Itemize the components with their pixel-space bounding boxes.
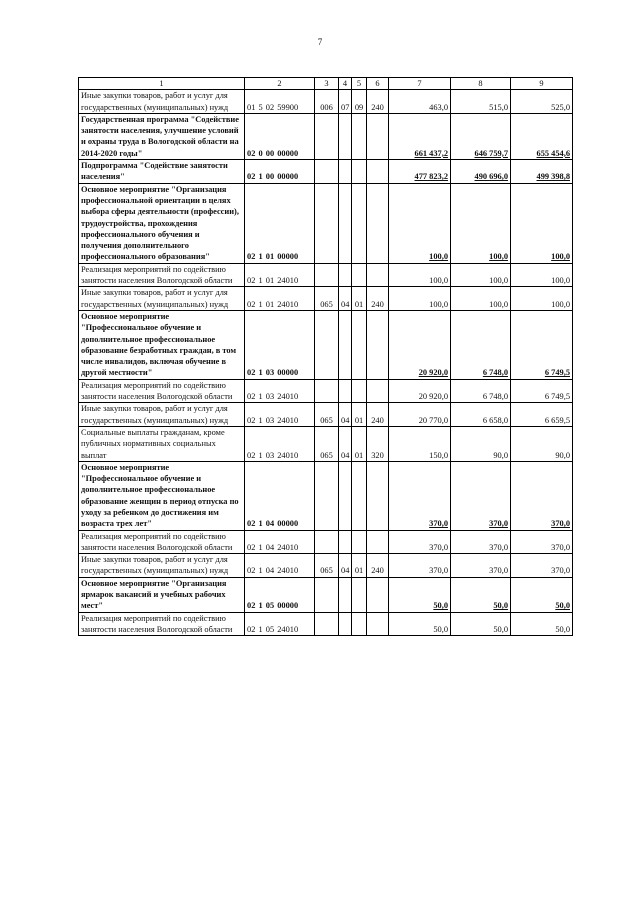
section-cell [339,612,352,636]
expense-type-cell [367,113,389,159]
table-row [79,160,573,184]
amount-col9-cell: 50,0 [511,612,573,636]
target-article-cell: 02 1 00 00000 [245,160,315,184]
section-cell: 04 [339,287,352,311]
amount-col9-cell: 370,0 [511,461,573,530]
amount-col7-cell: 20 920,0 [389,310,451,379]
expense-type-cell: 240 [367,90,389,114]
header-cell: 9 [511,78,573,90]
expense-type-cell: 240 [367,287,389,311]
ministry-code-cell [315,113,339,159]
amount-col9-cell: 525,0 [511,90,573,114]
amount-col8-cell: 6 748,0 [451,310,511,379]
target-article-cell: 02 1 01 24010 [245,263,315,287]
subsection-cell: 01 [352,403,367,427]
subsection-cell: 09 [352,90,367,114]
name-cell: Реализация мероприятий по содействию занятости населения Вологодской области [79,263,245,287]
target-article-cell: 02 0 00 00000 [245,113,315,159]
amount-col9-cell: 6 749,5 [511,379,573,403]
target-article-cell: 02 1 03 00000 [245,310,315,379]
table-row [79,403,573,427]
name-cell: Основное мероприятие "Организация профессиональной ориентации в целях выбора сферы деятельности (профессии), трудоустройства, прохождения профессионального обучения и получения дополнительного профессионального образования" [79,183,245,263]
ministry-code-cell [315,310,339,379]
expense-type-cell [367,183,389,263]
table-row [79,263,573,287]
expense-type-cell [367,310,389,379]
target-article-cell: 02 1 03 24010 [245,426,315,461]
amount-col7-cell: 661 437,2 [389,113,451,159]
subsection-cell [352,113,367,159]
amount-col9-cell: 370,0 [511,554,573,578]
name-cell: Основное мероприятие "Организация ярмарок вакансий и учебных рабочих мест" [79,577,245,612]
expense-type-cell: 240 [367,403,389,427]
header-cell: 7 [389,78,451,90]
header-cell: 1 [79,78,245,90]
target-article-cell: 02 1 04 00000 [245,461,315,530]
table-row [79,287,573,311]
subsection-cell: 01 [352,287,367,311]
amount-col7-cell: 463,0 [389,90,451,114]
table-body [79,90,573,636]
section-cell [339,160,352,184]
section-cell [339,183,352,263]
amount-col8-cell: 100,0 [451,287,511,311]
subsection-cell [352,160,367,184]
amount-col7-cell: 477 823,2 [389,160,451,184]
table-row [79,554,573,578]
subsection-cell [352,379,367,403]
amount-col8-cell: 90,0 [451,426,511,461]
subsection-cell: 01 [352,426,367,461]
section-cell [339,379,352,403]
target-article-cell: 02 1 04 24010 [245,530,315,554]
table-row [79,90,573,114]
ministry-code-cell: 065 [315,403,339,427]
amount-col7-cell: 100,0 [389,263,451,287]
table-row [79,577,573,612]
subsection-cell: 01 [352,554,367,578]
amount-col7-cell: 150,0 [389,426,451,461]
amount-col8-cell: 100,0 [451,263,511,287]
section-cell [339,577,352,612]
name-cell: Социальные выплаты гражданам, кроме публичных нормативных социальных выплат [79,426,245,461]
ministry-code-cell [315,461,339,530]
budget-table [78,77,573,636]
amount-col7-cell: 50,0 [389,577,451,612]
amount-col8-cell: 370,0 [451,554,511,578]
target-article-cell: 02 1 05 00000 [245,577,315,612]
amount-col8-cell: 490 696,0 [451,160,511,184]
header-cell: 5 [352,78,367,90]
target-article-cell: 02 1 05 24010 [245,612,315,636]
table-row [79,426,573,461]
amount-col9-cell: 499 398,8 [511,160,573,184]
amount-col7-cell: 20 770,0 [389,403,451,427]
amount-col8-cell: 646 759,7 [451,113,511,159]
amount-col8-cell: 370,0 [451,461,511,530]
table-row [79,461,573,530]
target-article-cell: 02 1 03 24010 [245,403,315,427]
amount-col9-cell: 655 454,6 [511,113,573,159]
table-row [79,183,573,263]
subsection-cell [352,530,367,554]
amount-col7-cell: 370,0 [389,530,451,554]
amount-col8-cell: 370,0 [451,530,511,554]
expense-type-cell [367,379,389,403]
amount-col8-cell: 6 748,0 [451,379,511,403]
amount-col7-cell: 100,0 [389,183,451,263]
table-row [79,612,573,636]
name-cell: Реализация мероприятий по содействию занятости населения Вологодской области [79,612,245,636]
target-article-cell: 02 1 01 00000 [245,183,315,263]
amount-col8-cell: 50,0 [451,612,511,636]
page-number: 7 [317,37,323,47]
ministry-code-cell [315,530,339,554]
target-article-cell: 01 5 02 59900 [245,90,315,114]
section-cell: 07 [339,90,352,114]
name-cell: Иные закупки товаров, работ и услуг для государственных (муниципальных) нужд [79,90,245,114]
subsection-cell [352,461,367,530]
amount-col7-cell: 370,0 [389,461,451,530]
expense-type-cell [367,461,389,530]
name-cell: Государственная программа "Содействие занятости населения, улучшение условий и охраны труда в Вологодской области на 2014-2020 годы" [79,113,245,159]
name-cell: Основное мероприятие "Профессиональное обучение и дополнительное профессиональное образование безработных граждан, в том числе инвалидов, включая обучение в другой местности" [79,310,245,379]
subsection-cell [352,310,367,379]
section-cell: 04 [339,426,352,461]
section-cell: 04 [339,403,352,427]
section-cell [339,461,352,530]
name-cell: Реализация мероприятий по содействию занятости населения Вологодской области [79,379,245,403]
ministry-code-cell [315,577,339,612]
ministry-code-cell [315,612,339,636]
section-cell [339,113,352,159]
header-cell: 2 [245,78,315,90]
amount-col9-cell: 370,0 [511,530,573,554]
expense-type-cell [367,577,389,612]
amount-col9-cell: 100,0 [511,287,573,311]
header-cell: 8 [451,78,511,90]
ministry-code-cell: 065 [315,287,339,311]
amount-col8-cell: 515,0 [451,90,511,114]
ministry-code-cell: 065 [315,554,339,578]
expense-type-cell [367,612,389,636]
expense-type-cell [367,263,389,287]
ministry-code-cell [315,183,339,263]
amount-col9-cell: 6 749,5 [511,310,573,379]
amount-col9-cell: 100,0 [511,183,573,263]
amount-col9-cell: 90,0 [511,426,573,461]
expense-type-cell: 320 [367,426,389,461]
amount-col9-cell: 50,0 [511,577,573,612]
name-cell: Подпрограмма "Содействие занятости населения" [79,160,245,184]
amount-col8-cell: 50,0 [451,577,511,612]
name-cell: Иные закупки товаров, работ и услуг для государственных (муниципальных) нужд [79,287,245,311]
expense-type-cell [367,160,389,184]
amount-col9-cell: 6 659,5 [511,403,573,427]
ministry-code-cell [315,263,339,287]
section-cell [339,263,352,287]
ministry-code-cell [315,379,339,403]
table-row [79,113,573,159]
name-cell: Реализация мероприятий по содействию занятости населения Вологодской области [79,530,245,554]
subsection-cell [352,577,367,612]
target-article-cell: 02 1 03 24010 [245,379,315,403]
amount-col8-cell: 6 658,0 [451,403,511,427]
subsection-cell [352,612,367,636]
name-cell: Иные закупки товаров, работ и услуг для государственных (муниципальных) нужд [79,403,245,427]
amount-col7-cell: 370,0 [389,554,451,578]
table-header-row [79,78,573,90]
name-cell: Иные закупки товаров, работ и услуг для государственных (муниципальных) нужд [79,554,245,578]
amount-col7-cell: 50,0 [389,612,451,636]
section-cell: 04 [339,554,352,578]
name-cell: Основное мероприятие "Профессиональное обучение и дополнительное профессиональное образование женщин в период отпуска по уходу за ребенком до достижения им возраста трех лет" [79,461,245,530]
subsection-cell [352,263,367,287]
header-cell: 3 [315,78,339,90]
section-cell [339,530,352,554]
target-article-cell: 02 1 04 24010 [245,554,315,578]
subsection-cell [352,183,367,263]
amount-col7-cell: 100,0 [389,287,451,311]
table-row [79,379,573,403]
table-row [79,530,573,554]
table-row [79,310,573,379]
target-article-cell: 02 1 01 24010 [245,287,315,311]
header-cell: 4 [339,78,352,90]
expense-type-cell [367,530,389,554]
ministry-code-cell: 065 [315,426,339,461]
header-cell: 6 [367,78,389,90]
ministry-code-cell: 006 [315,90,339,114]
amount-col7-cell: 20 920,0 [389,379,451,403]
amount-col9-cell: 100,0 [511,263,573,287]
section-cell [339,310,352,379]
amount-col8-cell: 100,0 [451,183,511,263]
ministry-code-cell [315,160,339,184]
expense-type-cell: 240 [367,554,389,578]
